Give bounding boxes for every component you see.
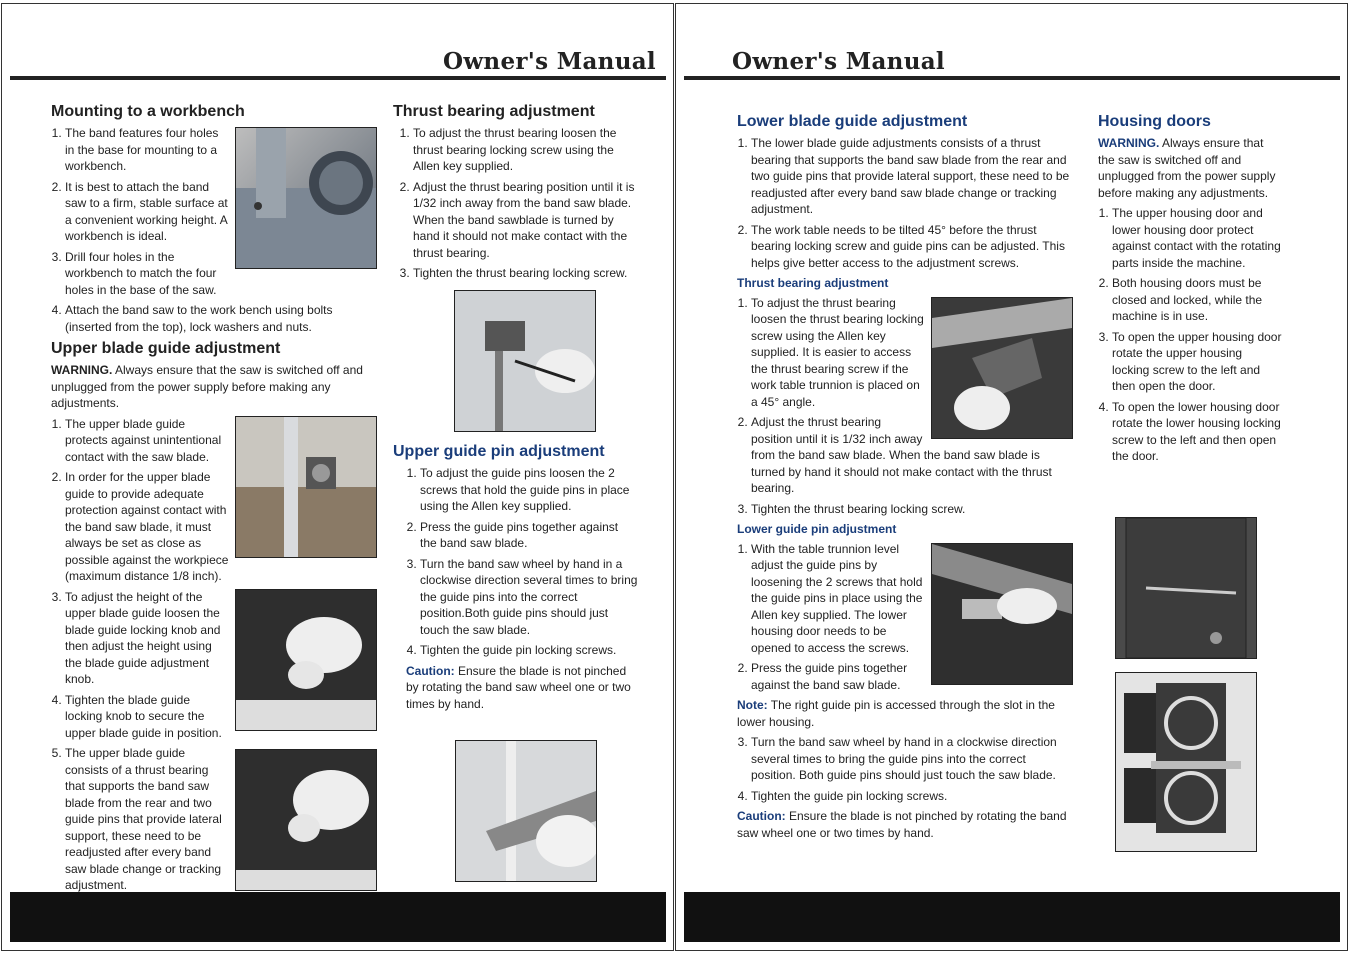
left-footer-band [10,892,666,942]
upper-pin-step: 3. Turn the band saw wheel by hand in a clockwise direction several times to bring the guide pins into the correct position.Both guide pins should just touch the saw blade. [420,556,638,639]
upper-pin-step: 2. Press the guide pins together against the band saw blade. [420,519,638,552]
left-page-header: Owner's Manual [443,48,656,75]
warning-text: Always ensure that the saw is switched off and unplugged from the power supply before making any adjustments. [1098,136,1276,200]
left-column-1 [51,102,377,898]
housing-step: 2. Both housing doors must be closed and locked, while the machine is in use. [1112,275,1282,325]
lower-pin-step: 3. Turn the band saw wheel by hand in a clockwise direction several times to bring the guide pins into the correct position. Both guide pins should just touch the saw blade. [751,734,1073,784]
right-column-2 [1098,112,1282,469]
upper-guide-photo-3 [235,749,377,891]
left-column-2 [393,102,638,286]
right-page-header: Owner's Manual [732,48,945,75]
caution-label: Caution: [737,809,786,823]
upper-pin-caution [393,663,638,713]
thrust-title: Thrust bearing adjustment [393,103,595,120]
lower-pin-step: 4. Tighten the guide pin locking screws. [751,788,1073,805]
lower-pin-caution [737,808,1073,841]
mounting-step: 4. Attach the band saw to the work bench using bolts (inserted from the top), lock washers and nuts. [65,302,377,335]
lower-guide-step: 2. The work table needs to be tilted 45° before the thrust bearing locking screw and guide pins can be adjusted. This helps give better access to the adjustment screws. [751,222,1073,272]
lower-pin-title: Lower guide pin adjustment [737,522,897,536]
warning-text: Always ensure that the saw is switched off and unplugged from the power supply before making any adjustments. [51,363,363,410]
mounting-step: 3. Drill four holes in the workbench to match the four holes in the base of the saw. [65,249,377,299]
upper-pin-title: Upper guide pin adjustment [393,443,605,460]
upper-guide-step: 3. To adjust the height of the upper blade guide loosen the blade guide locking knob and then adjust the height using the blade guide adjustment knob. [65,589,377,688]
lower-guide-title: Lower blade guide adjustment [737,113,968,130]
lower-pin-note [737,697,1073,730]
right-column-1 [737,112,1073,845]
mounting-step: 2. It is best to attach the band saw to a firm, stable surface at a convenient working height. A workbench is ideal. [65,179,377,245]
right-header-rule [684,76,1340,80]
warning-label: WARNING. [1098,136,1160,150]
note-text: The right guide pin is accessed through the slot in the lower housing. [737,698,1055,729]
housing-door-photo-2 [1115,672,1257,852]
lower-thrust-photo [931,297,1073,439]
upper-guide-warning [51,362,377,412]
left-header-rule [10,76,666,80]
thrust-step: 3. Tighten the thrust bearing locking screw. [413,265,638,282]
mounting-step: 1. The band features four holes in the base for mounting to a workbench. [65,125,377,175]
left-column-2b [393,442,638,716]
lower-thrust-title: Thrust bearing adjustment [737,276,889,290]
upper-pin-photo [455,740,597,882]
right-page [675,3,1348,951]
housing-door-photo-1 [1115,517,1257,659]
housing-step: 4. To open the lower housing door rotate the lower housing locking screw to the left and then open the door. [1112,399,1282,465]
housing-step: 1. The upper housing door and lower housing door protect against contact with the rotating parts inside the machine. [1112,205,1282,271]
upper-guide-photo-2 [235,589,377,731]
lower-pin-step: 2. Press the guide pins together against the band saw blade. [751,660,1073,693]
right-footer-band [684,892,1340,942]
thrust-step: 2. Adjust the thrust bearing position until it is 1/32 inch away from the band saw blade. When the band sawblade is turned by hand it should not make contact with the thrust bearing. [413,179,638,262]
upper-pin-step: 1. To adjust the guide pins loosen the 2 screws that hold the guide pins in place using the Allen key supplied. [420,465,638,515]
caution-text: Ensure the blade is not pinched by rotating the band saw wheel one or two times by hand. [737,809,1067,840]
housing-step: 3. To open the upper housing door rotate the upper housing locking screw to the left and then open the door. [1112,329,1282,395]
upper-guide-photo-1 [235,416,377,558]
note-label: Note: [737,698,768,712]
lower-thrust-step: 3. Tighten the thrust bearing locking screw. [751,501,1073,518]
housing-warning [1098,135,1282,201]
lower-pin-step: 1. With the table trunnion level adjust the guide pins by loosening the 2 screws that hold the guide pins in place using the Allen key supplied. The lower housing door needs to be opened to access the screws. [751,541,1073,657]
thrust-step: 1. To adjust the thrust bearing loosen the thrust bearing locking screw using the Allen key supplied. [413,125,638,175]
caution-text: Ensure the blade is not pinched by rotating the band saw wheel one or two times by hand. [406,663,631,711]
upper-guide-title: Upper blade guide adjustment [51,340,281,357]
mounting-title: Mounting to a workbench [51,103,245,120]
thrust-bearing-photo [454,290,596,432]
upper-guide-step: 4. Tighten the blade guide locking knob to secure the upper blade guide in position. [65,692,377,742]
caution-label: Caution: [406,663,455,678]
lower-thrust-step: 2. Adjust the thrust bearing position until it is 1/32 inch away from the band saw blade. When the band saw blade is turned by hand it should not make contact with the thrust bearing. [751,414,1073,497]
upper-guide-step: 2. In order for the upper blade guide to provide adequate protection against contact with the band saw blade, it must always be set as close as possible against the workpiece (maximum distance 1/8 inch). [65,469,377,585]
housing-title: Housing doors [1098,113,1211,130]
warning-label: WARNING. [51,363,113,377]
left-page [1,3,674,951]
workbench-mount-photo [235,127,377,269]
upper-pin-step: 4. Tighten the guide pin locking screws. [420,642,638,659]
lower-guide-step: 1. The lower blade guide adjustments consists of a thrust bearing that supports the band saw blade from the rear and two guide pins that provide lateral support, these need to be readjusted after every band saw blade change or tracking adjustment. [751,135,1073,218]
lower-thrust-step: 1. To adjust the thrust bearing loosen the thrust bearing locking screw using the Allen key supplied. It is easier to access the thrust bearing screw if the work table trunnion is placed on a 45° angle. [751,295,1073,411]
upper-guide-step: 1. The upper blade guide protects against unintentional contact with the saw blade. [65,416,377,466]
lower-pin-photo [931,543,1073,685]
upper-guide-step: 5. The upper blade guide consists of a thrust bearing that supports the band saw blade from the rear and two guide pins that provide lateral support, these need to be readjusted after every band saw blade change or tracking adjustment. [65,745,377,894]
